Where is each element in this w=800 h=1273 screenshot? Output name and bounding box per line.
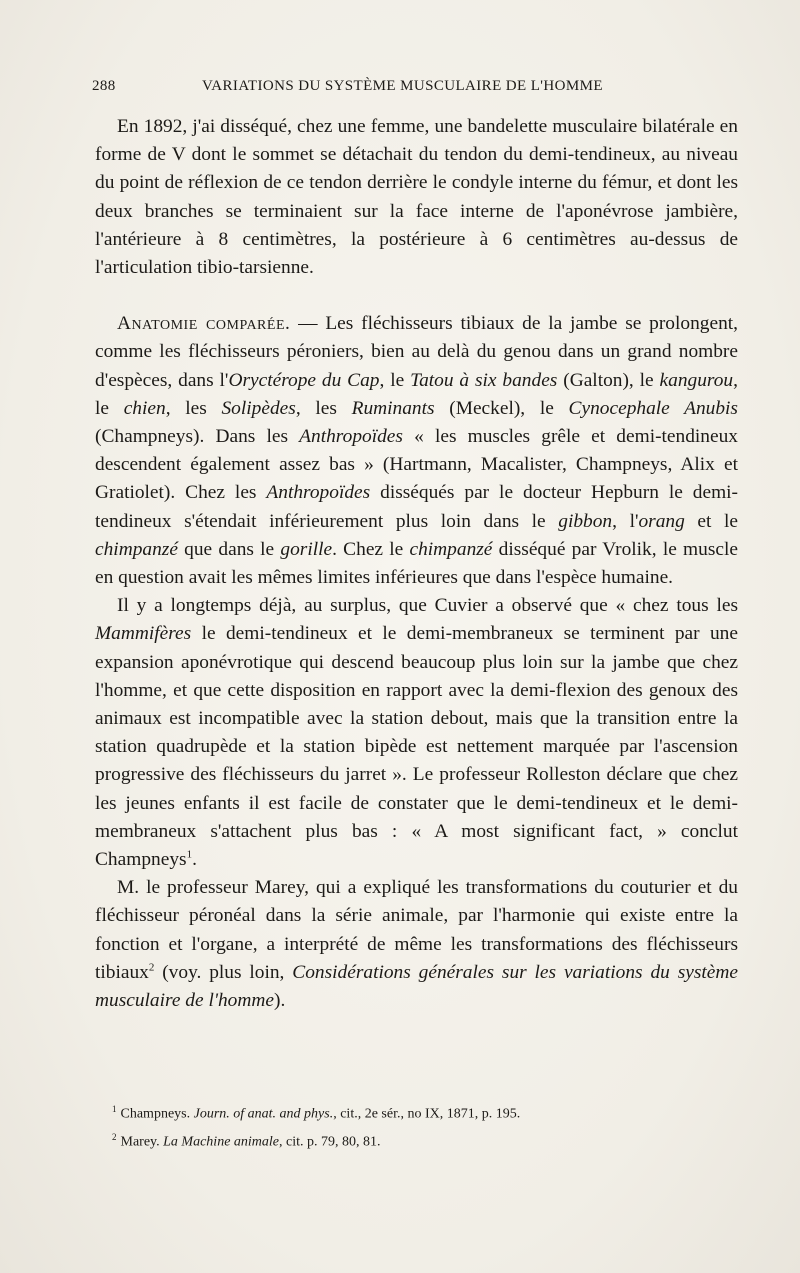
footnotes [112,1098,732,1153]
footnote-ref-1: 1 [186,848,193,861]
section-heading: Anatomie comparée. [117,313,291,335]
running-title: VARIATIONS DU SYSTÈME MUSCULAIRE DE L'HOMME [202,78,603,94]
paragraph-3: Il y a longtemps déjà, au surplus, que Cuvier a observé que « chez tous les Mammifères le demi-tendineux et le demi-membraneux se terminent par une expansion aponévrotique qui descend beaucoup plus loin sur la jambe que chez l'homme, et que cette disposition en rapport avec la demi-flexion des genoux des animaux est incompatible avec la station debout, mais que la transition entre la station quadrupède et la station bipède est nettement marquée par l'ascension progressive des fléchisseurs du jarret ». Le professeur Rolleston déclare que chez les jeunes enfants il est facile de constater que le demi-tendineux et le demi-membraneux s'attachent plus bas : « A most significant fact, » conclut Champneys$^1$. [95,595,738,871]
paragraph-1-text: En 1892, j'ai disséqué, chez une femme, une bandelette musculaire bilatérale en forme de V dont le sommet se détachait du tendon du demi-tendineux, au niveau du point de réflexion de ce tendon derrière le condyle interne du fémur, et dont les deux branches se terminaient sur la face interne de l'aponévrose jambière, l'antérieure à 8 centimètres, la postérieure à 6 centimètres au-dessus de l'articulation tibio-tarsienne. [95,116,738,279]
footnote-mark: 2 [112,1131,117,1142]
footnote-mark: 1 [112,1104,117,1114]
footnote-2: $^2$ Marey. La Machine animale, cit. p. 79, 80, 81. [112,1131,381,1150]
page-number: 288 [92,78,116,94]
footnote-ref-2: 2 [148,961,155,974]
page-header [92,78,740,100]
footnote-1: $^1$ Champneys. Journ. of anat. and phys., cit., 2e sér., no IX, 1871, p. 195. [112,1104,521,1122]
body-text [95,113,738,1015]
paragraph-1 [95,113,738,282]
paragraph-4: M. le professeur Marey, qui a expliqué les transformations du couturier et du fléchisseur péronéal dans la série animale, par l'harmonie qui existe entre la fonction et l'organe, a interprété de même les transformations des fléchisseurs tibiaux$^2$ (voy. plus loin, Considérations générales sur les variations du système musculaire de l'homme). [95,877,739,1012]
paragraph-2: Anatomie comparée. — Les fléchisseurs tibiaux de la jambe se prolongent, comme les fléchisseurs péroniers, bien au delà du genou dans un grand nombre d'espèces, dans l'Oryctérope du Cap, le Tatou à six bandes (Galton), le kangurou, le chien, les Solipèdes, les Ruminants (Meckel), le Cynocephale Anubis (Champneys). Dans les Anthropoïdes « les muscles grêle et demi-tendineux descendent également assez bas » (Hartmann, Macalister, Champneys, Alix et Gratiolet). Chez les Anthropoïdes disséqués par le docteur Hepburn le demi-tendineux s'étendait inférieurement plus loin dans le gibbon, l'orang et le chimpanzé que dans le gorille. Chez le chimpanzé disséqué par Vrolik, le muscle en question avait les mêmes limites inférieures que dans l'espèce humaine. [95,313,739,589]
